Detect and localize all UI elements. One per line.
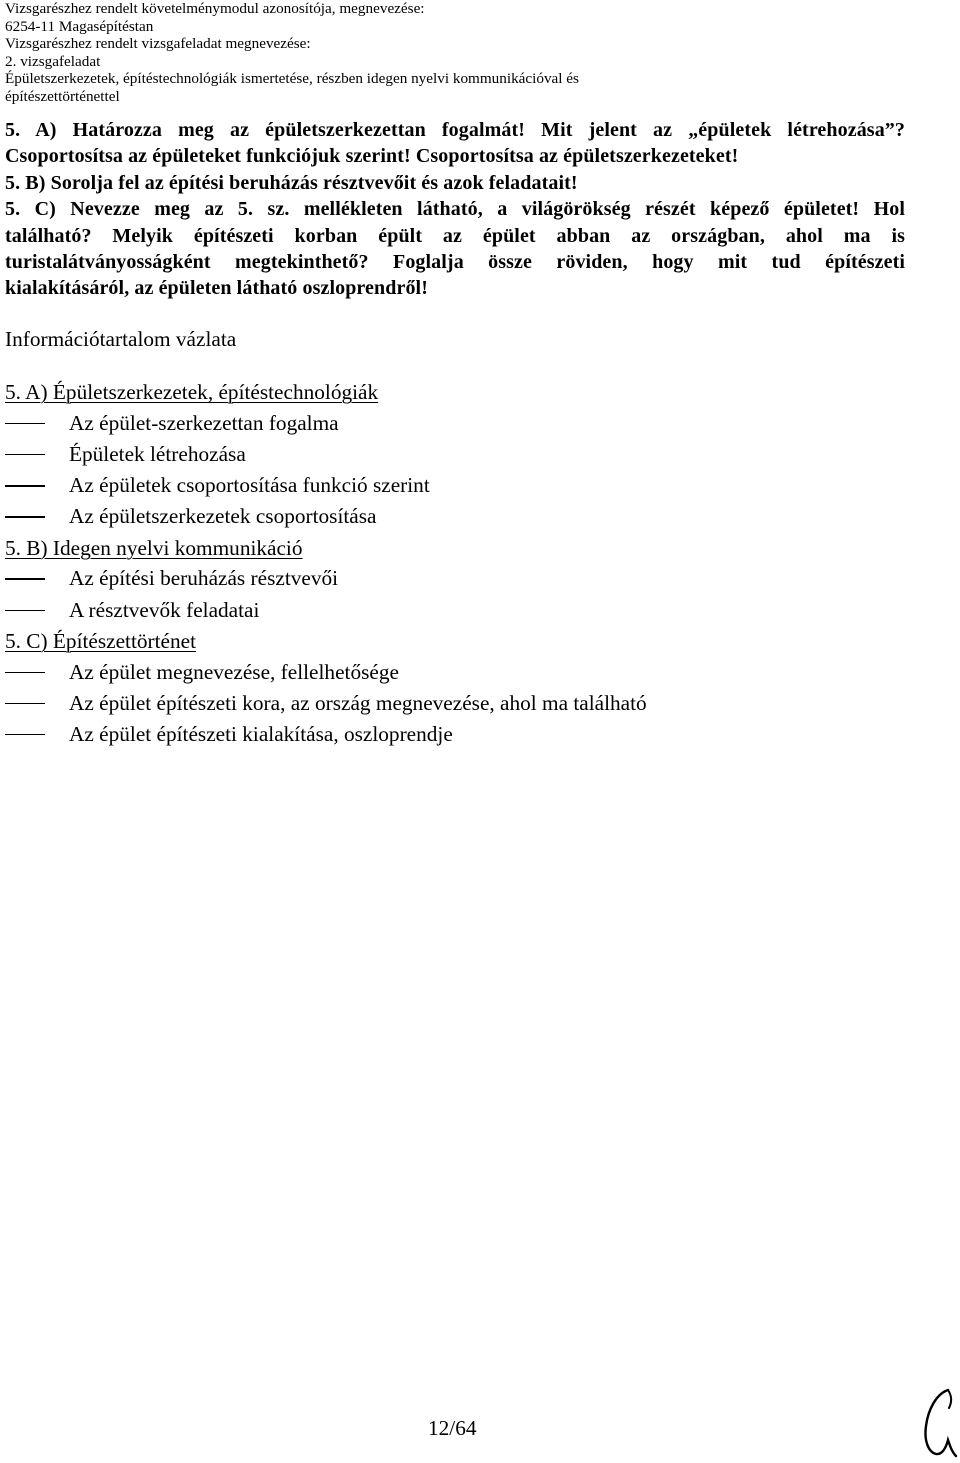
task-line-3: 5. B) Sorolja fel az építési beruházás résztvevőit és azok feladatait! (5, 171, 578, 194)
header-line-task-title-cont: építészettörténettel (5, 87, 120, 105)
task-line-5: található? Melyik építészeti korban épült az épület abban az országban, ahol ma is (5, 224, 905, 247)
task-description (5, 117, 905, 302)
dash-bullet-icon (5, 734, 45, 736)
signature-graphic (918, 1386, 958, 1458)
header-line-module-name: 6254-11 Magasépítéstan (5, 17, 154, 35)
section-heading-c: 5. C) Építészettörténet (5, 628, 197, 653)
section-heading-b: 5. B) Idegen nyelvi kommunikáció (5, 535, 303, 560)
dash-bullet-icon (5, 672, 45, 674)
page-number: 12/64 (428, 1416, 477, 1440)
task-line-4: 5. C) Nevezze meg az 5. sz. mellékleten látható, a világörökség részét képező épületet! Hol (5, 198, 905, 221)
header-line-task-title: Épületszerkezetek, építéstechnológiák ismertetése, részben idegen nyelvi kommunikációval és (5, 70, 579, 88)
list-item: Az épületek csoportosítása funkció szerint (5, 470, 905, 501)
header-line-task-number: 2. vizsgafeladat (5, 52, 101, 70)
outline-title: Információtartalom vázlata (5, 327, 237, 351)
outline-list (5, 377, 905, 750)
section-heading-a: 5. A) Épületszerkezetek, építéstechnológiák (5, 380, 379, 404)
task-line-1: 5. A) Határozza meg az épületszerkezettan fogalmát! Mit jelent az „épületek létrehozása”? (5, 119, 905, 141)
header-line-module-label: Vizsgarészhez rendelt követelménymodul azonosítója, megnevezése: (5, 0, 425, 17)
list-item: Az épület építészeti kora, az ország megnevezése, ahol ma található (5, 688, 905, 719)
list-item: A résztvevők feladatai (5, 595, 905, 626)
dash-bullet-icon (5, 578, 45, 580)
handwritten-signature-icon (918, 1386, 958, 1458)
list-item: Az épület-szerkezettan fogalma (5, 408, 905, 439)
list-item: Épületek létrehozása (5, 439, 905, 470)
list-item: Az épület megnevezése, fellelhetősége (5, 657, 905, 688)
list-item: Az épület építészeti kialakítása, oszloprendje (5, 719, 905, 750)
task-line-2: Csoportosítsa az épületeket funkciójuk szerint! Csoportosítsa az épületszerkezeteket! (5, 145, 739, 168)
list-item: Az építési beruházás résztvevői (5, 563, 905, 594)
dash-bullet-icon (5, 516, 45, 518)
task-line-6: turistalátványosságként megtekinthető? Foglalja össze röviden, hogy mit tud építészeti (5, 251, 905, 274)
header-line-task-label: Vizsgarészhez rendelt vizsgafeladat megnevezése: (5, 35, 311, 53)
list-item: Az épületszerkezetek csoportosítása (5, 501, 905, 532)
task-line-7: kialakításáról, az épületen látható oszloprendről! (5, 277, 428, 300)
dash-bullet-icon (5, 485, 45, 487)
dash-bullet-icon (5, 610, 45, 612)
dash-bullet-icon (5, 454, 45, 456)
dash-bullet-icon (5, 423, 45, 425)
document-header (5, 0, 945, 106)
dash-bullet-icon (5, 703, 45, 705)
